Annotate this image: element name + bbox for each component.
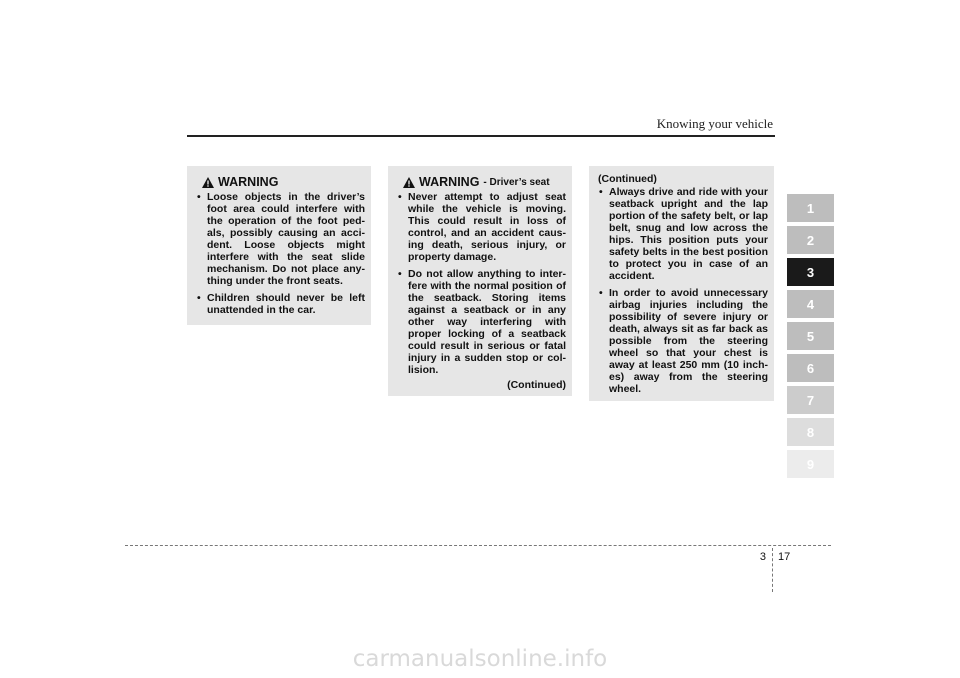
chapter-tab-6[interactable]: 6	[787, 354, 834, 382]
warning-list	[397, 191, 566, 376]
warning-heading	[397, 175, 566, 189]
warning-subtitle: - Driver’s seat	[483, 176, 550, 188]
chapter-tab-4[interactable]: 4	[787, 290, 834, 318]
page-number: 17	[778, 551, 791, 563]
page-chapter-number: 3	[759, 551, 766, 563]
warning-box-loose-objects	[187, 166, 371, 325]
chapter-tab-3[interactable]: 3	[787, 258, 834, 286]
chapter-tab-5[interactable]: 5	[787, 322, 834, 350]
chapter-tab-8[interactable]: 8	[787, 418, 834, 446]
warning-list	[598, 186, 768, 395]
watermark: carmanualsonline.info	[352, 646, 608, 672]
header-rule	[187, 135, 775, 137]
warning-title: WARNING	[419, 175, 480, 189]
list-item: • Loose objects in the driver’s foot area could interfere with the operation of the foot ped-als, possibly causing an acci-dent. Loose objects might interfere with the seat slide mechanism. Do not place any-thing under the front seats.	[196, 191, 365, 287]
continued-label: (Continued)	[507, 379, 566, 391]
footer-rule	[125, 545, 831, 546]
list-item: • In order to avoid unnecessary airbag injuries including the possibility of severe injury or death, always sit as far back as possible from the steering wheel so that your chest is away at least 250 mm (10 inch-es) away from the steering wheel.	[598, 287, 768, 395]
list-item: • Never attempt to adjust seat while the vehicle is moving. This could result in loss of control, and an accident caus-ing death, serious injury, or property damage.	[397, 191, 566, 263]
chapter-tab-7[interactable]: 7	[787, 386, 834, 414]
warning-list	[196, 191, 365, 316]
warning-triangle-icon	[403, 177, 415, 188]
list-item: • Always drive and ride with your seatback upright and the lap portion of the safety belt, or lap belt, snug and low across the hips. This position puts your safety belts in the best position to protect you in case of an accident.	[598, 186, 768, 282]
chapter-tab-2[interactable]: 2	[787, 226, 834, 254]
warning-box-drivers-seat	[388, 166, 572, 396]
header-title: Knowing your vehicle	[656, 116, 773, 131]
chapter-tabs	[787, 194, 834, 482]
chapter-tab-9[interactable]: 9	[787, 450, 834, 478]
warning-box-continued	[589, 166, 774, 401]
continued-label: (Continued)	[598, 173, 657, 185]
warning-title: WARNING	[218, 175, 279, 189]
warning-heading	[196, 175, 365, 189]
list-item: • Children should never be left unattended in the car.	[196, 292, 365, 316]
page-number-divider	[772, 548, 773, 592]
list-item: • Do not allow anything to inter-fere with the normal position of the seatback. Storing items against a seatback or in any other way interfering with proper locking of a seatback could result in serious or fatal injury in a sudden stop or col-lision.	[397, 268, 566, 376]
warning-triangle-icon	[202, 177, 214, 188]
chapter-tab-1[interactable]: 1	[787, 194, 834, 222]
